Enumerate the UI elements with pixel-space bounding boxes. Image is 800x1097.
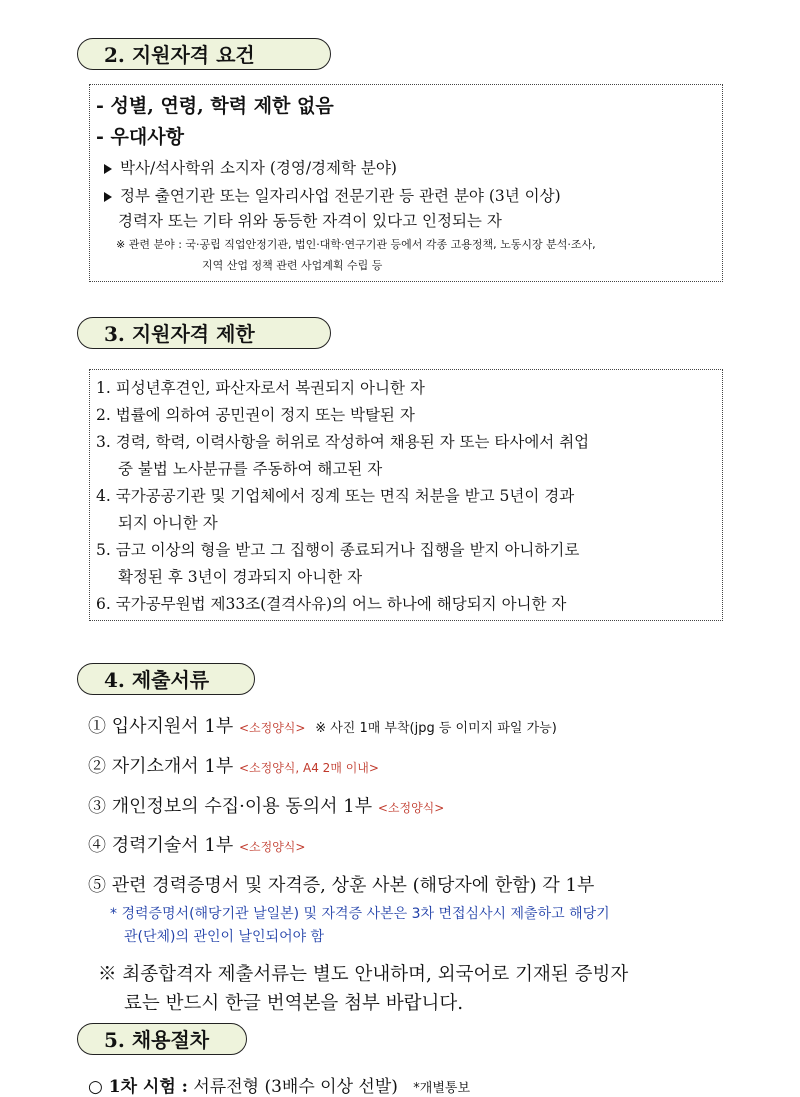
form-tag: <소정양식>	[238, 721, 306, 735]
restriction-item: 4. 국가공공기관 및 기업체에서 징계 또는 면직 처분을 받고 5년이 경과	[96, 487, 575, 505]
step-label: ○ 1차 시험 :	[88, 1077, 188, 1097]
restriction-item: 3. 경력, 학력, 이력사항을 허위로 작성하여 채용된 자 또는 타사에서 취업	[96, 433, 590, 451]
form-tag: <소정양식>	[377, 801, 445, 815]
restriction-item: 5. 금고 이상의 형을 받고 그 집행이 종료되거나 집행을 받지 아니하기로	[96, 541, 580, 559]
related-field-note-continued: 지역 산업 정책 관련 사업계획 수립 등	[202, 259, 383, 272]
restriction-item-continued: 확정된 후 3년이 경과되지 아니한 자	[118, 568, 363, 586]
section-header-documents: 4. 제출서류	[77, 663, 255, 695]
procedure-step-1	[88, 1072, 470, 1097]
restriction-item: 6. 국가공무원법 제33조(결격사유)의 어느 하나에 해당되지 아니한 자	[96, 595, 567, 613]
related-field-note: ※ 관련 분야 : 국·공립 직업안정기관, 법인·대학·연구기관 등에서 각종 고용정책, 노동시장 분석·조사,	[116, 238, 596, 251]
preference-heading: - 우대사항	[96, 126, 184, 148]
preference-item-continued: 경력자 또는 기타 위와 동등한 자격이 있다고 인정되는 자	[118, 212, 502, 230]
triangle-bullet-icon	[104, 192, 112, 202]
document-item-career-statement: ④ 경력기술서 1부 <소정양식>	[88, 835, 306, 856]
restriction-item: 1. 피성년후견인, 파산자로서 복권되지 아니한 자	[96, 379, 425, 397]
document-item-certificates: ⑤ 관련 경력증명서 및 자격증, 상훈 사본 (해당자에 한함) 각 1부	[88, 875, 595, 896]
step-note: *개별통보	[413, 1081, 471, 1096]
section-header-restrictions: 3. 지원자격 제한	[77, 317, 331, 349]
qualifications-box	[89, 84, 723, 282]
form-tag: <소정양식, A4 2매 이내>	[238, 761, 379, 775]
document-item-self-intro: ② 자기소개서 1부 <소정양식, A4 2매 이내>	[88, 756, 379, 777]
document-item-application: ① 입사지원서 1부 <소정양식> ※ 사진 1매 부착(jpg 등 이미지 파일 가능)	[88, 716, 557, 737]
restriction-item: 2. 법률에 의하여 공민권이 정지 또는 박탈된 자	[96, 406, 415, 424]
no-restriction-line: - 성별, 연령, 학력 제한 없음	[96, 95, 334, 117]
final-submission-note-continued: 료는 반드시 한글 번역본을 첨부 바랍니다.	[124, 993, 464, 1014]
preference-item: 정부 출연기관 또는 일자리사업 전문기관 등 관련 분야 (3년 이상)	[104, 184, 561, 206]
restriction-item-continued: 되지 아니한 자	[118, 514, 218, 532]
step-text: 서류전형 (3배수 이상 선발)	[193, 1077, 398, 1097]
restriction-item-continued: 중 불법 노사분규를 주동하여 해고된 자	[118, 460, 383, 478]
document-item-privacy-consent: ③ 개인정보의 수집·이용 동의서 1부 <소정양식>	[88, 796, 445, 817]
form-tag: <소정양식>	[238, 840, 306, 854]
certificate-note: * 경력증명서(해당기관 날일본) 및 자격증 사본은 3차 면접심사시 제출하고 해당기	[110, 906, 610, 922]
final-submission-note: ※ 최종합격자 제출서류는 별도 안내하며, 외국어로 기재된 증빙자	[98, 964, 629, 985]
photo-note: ※ 사진 1매 부착(jpg 등 이미지 파일 가능)	[315, 721, 557, 736]
certificate-note-continued: 관(단체)의 관인이 날인되어야 함	[124, 929, 325, 945]
section-header-procedure: 5. 채용절차	[77, 1023, 247, 1055]
triangle-bullet-icon	[104, 164, 112, 174]
restrictions-box	[89, 369, 723, 621]
section-header-qualifications: 2. 지원자격 요건	[77, 38, 331, 70]
preference-item: 박사/석사학위 소지자 (경영/경제학 분야)	[104, 156, 397, 178]
